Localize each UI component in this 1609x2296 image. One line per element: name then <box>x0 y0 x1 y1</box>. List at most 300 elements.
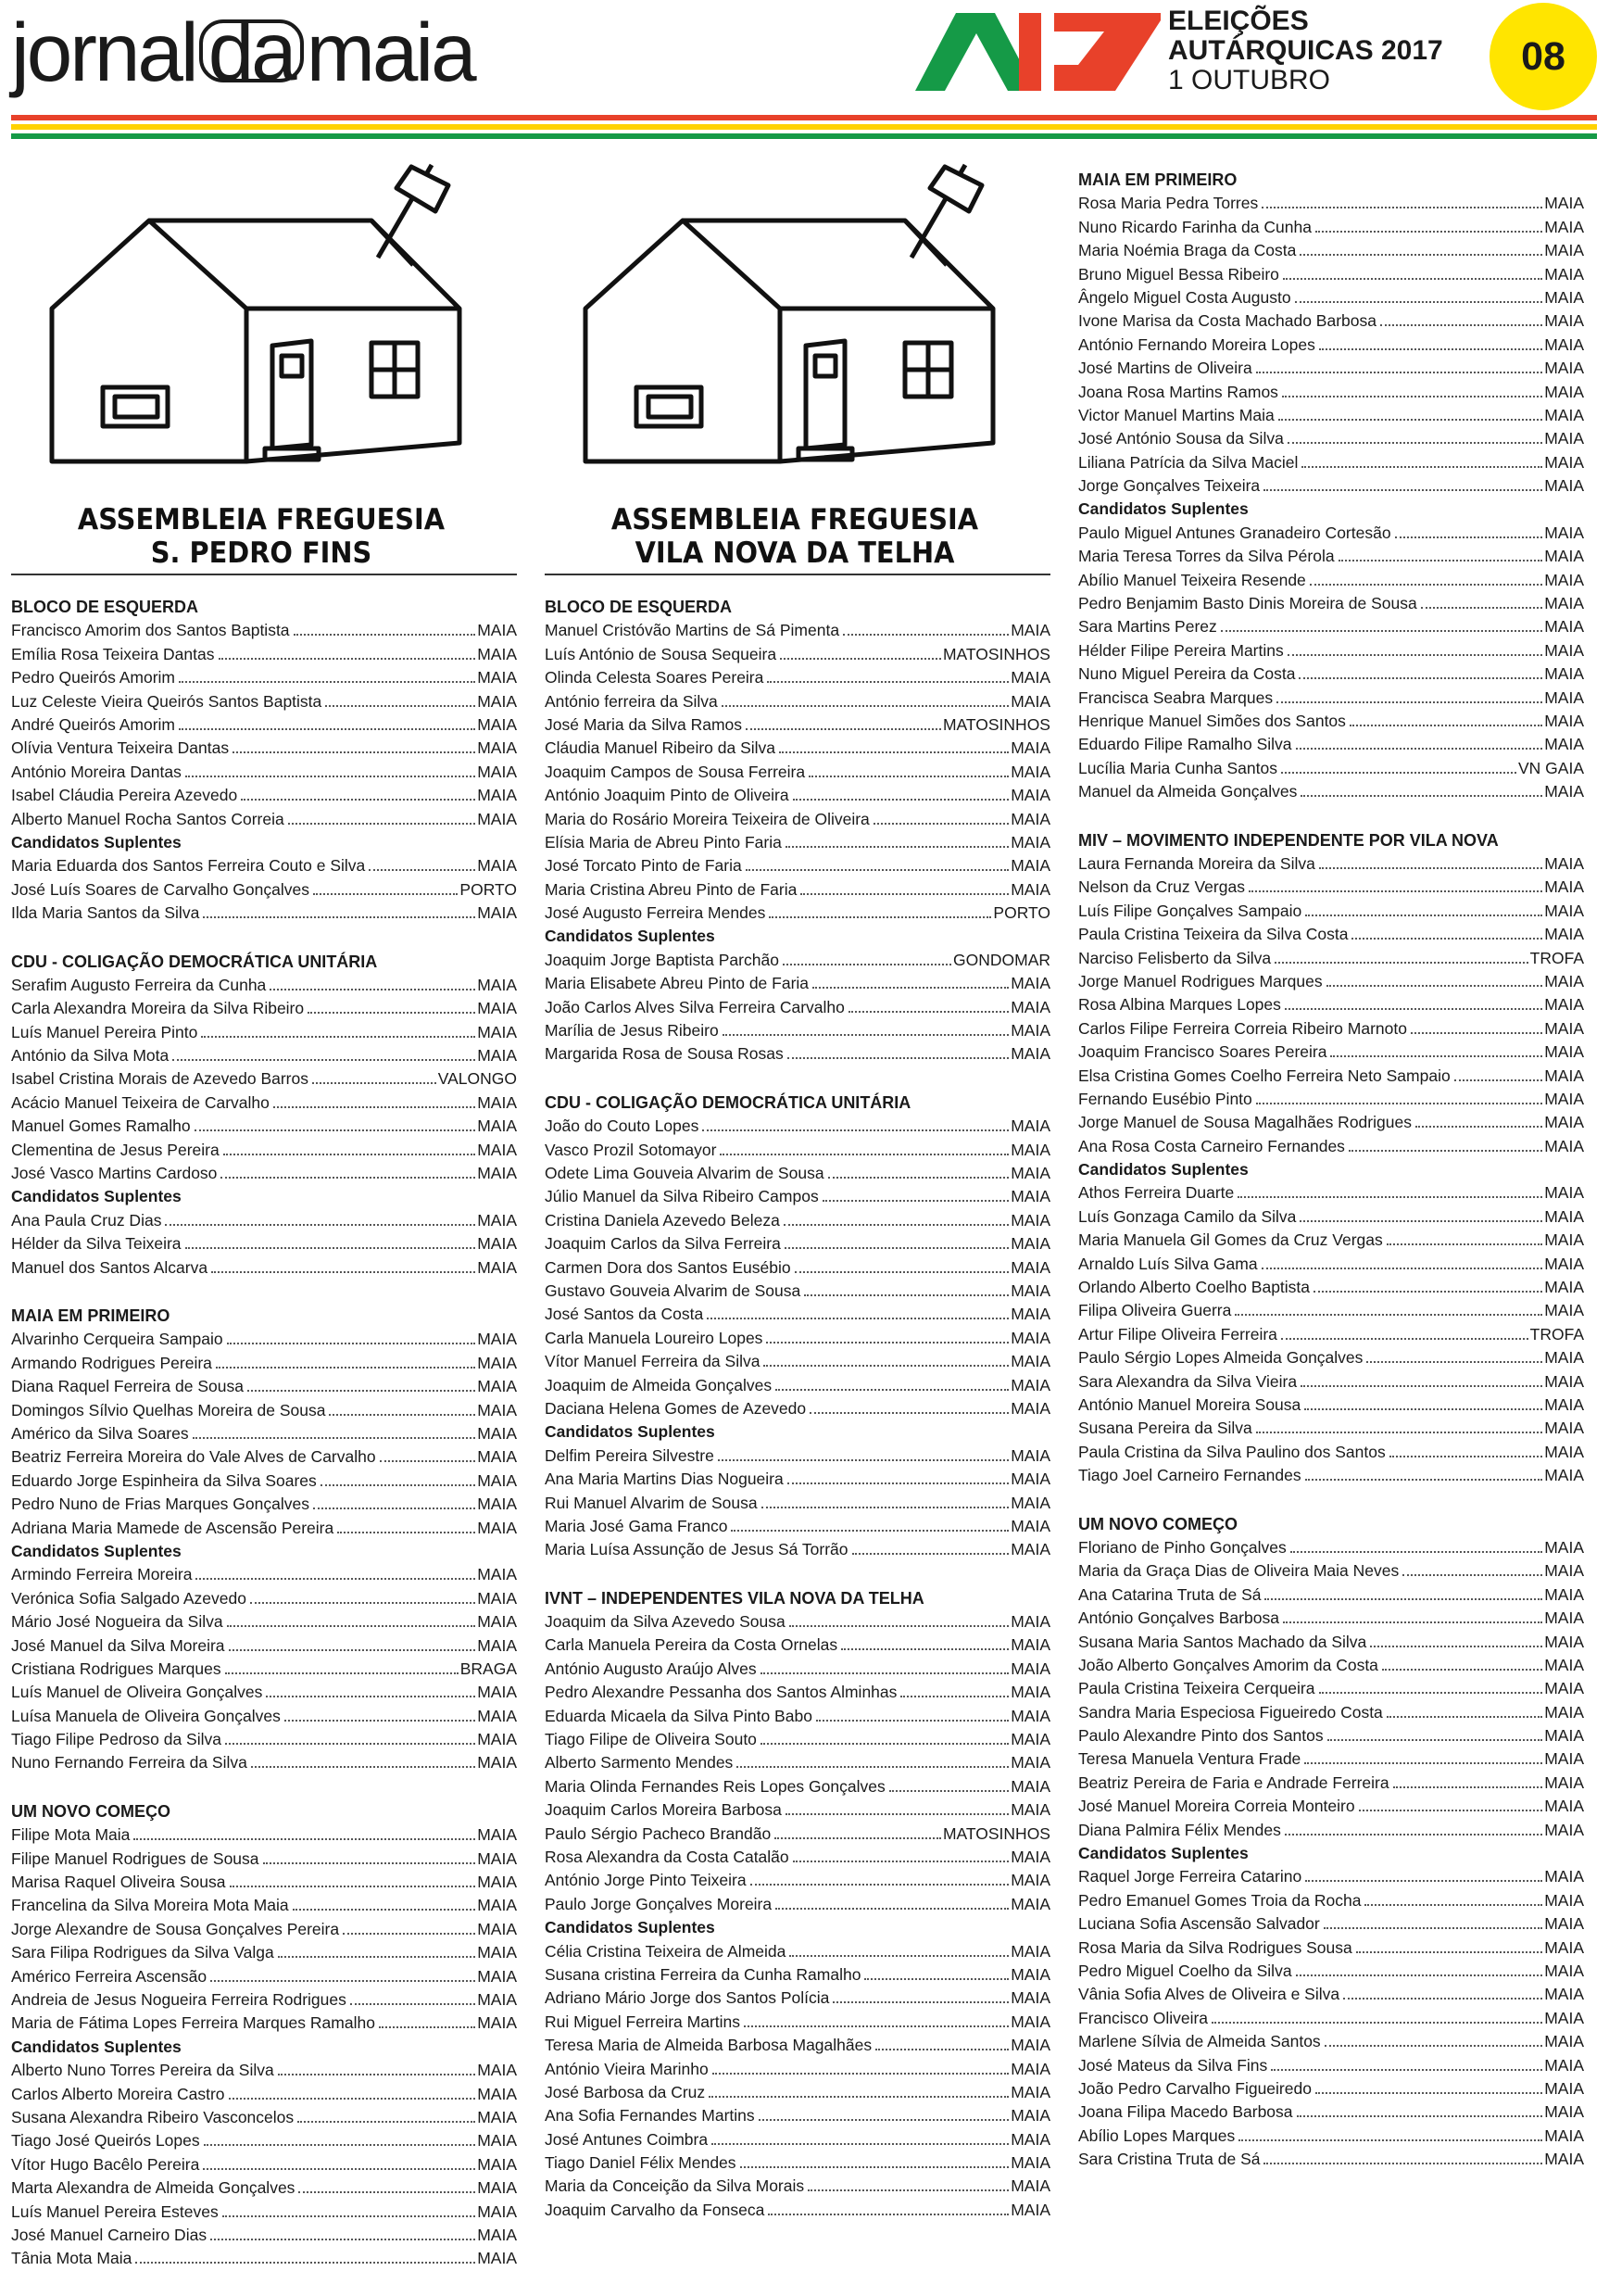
candidate-row <box>11 690 517 713</box>
candidate-name: Américo Ferreira Ascensão <box>11 1966 207 1986</box>
candidate-location: MAIA <box>477 2013 517 2033</box>
candidate-name: Luciana Sofia Ascensão Salvador <box>1078 1914 1320 1934</box>
candidate-name: Maria Noémia Braga da Costa <box>1078 241 1297 260</box>
candidate-name: Abílio Manuel Teixeira Resende <box>1078 570 1306 589</box>
candidate-row <box>11 1493 517 1516</box>
candidate-row <box>11 1162 517 1185</box>
candidate-row <box>545 1350 1050 1373</box>
candidate-name: Marília de Jesus Ribeiro <box>545 1021 719 1041</box>
candidate-name: João Pedro Carvalho Figueiredo <box>1078 2078 1312 2098</box>
dot-leader <box>889 1790 1010 1792</box>
substitutes-label: Candidatos Suplentes <box>11 2037 182 2056</box>
candidate-name: Pedro Miguel Coelho da Silva <box>1078 1962 1292 1980</box>
dot-leader <box>210 1980 475 1982</box>
candidate-location: MAIA <box>1011 1470 1050 1489</box>
candidate-row <box>11 1610 517 1634</box>
substitutes-label: Candidatos Suplentes <box>11 1541 182 1560</box>
candidate-row <box>1078 239 1584 262</box>
candidate-name: Carla Manuela Pereira da Costa Ornelas <box>545 1635 838 1655</box>
candidate-row <box>1078 334 1584 357</box>
candidate-location: MAIA <box>477 1046 517 1066</box>
dot-leader <box>816 1720 1009 1722</box>
candidate-name: Alberto Manuel Rocha Santos Correia <box>11 809 284 828</box>
candidate-row <box>545 1303 1050 1326</box>
party-list <box>1078 169 1584 804</box>
candidate-row <box>11 1658 517 1681</box>
candidate-row <box>1078 2054 1584 2077</box>
dot-leader <box>1296 748 1543 750</box>
candidate-location: MAIA <box>1544 995 1584 1015</box>
substitutes-label: Candidatos Suplentes <box>1078 1844 1249 1863</box>
candidate-location: MAIA <box>1011 1659 1050 1678</box>
dot-leader <box>185 1247 476 1249</box>
candidate-row <box>11 761 517 784</box>
candidate-location: MAIA <box>1011 2012 1050 2031</box>
candidate-name: Vânia Sofia Alves de Oliveira e Silva <box>1078 1985 1340 2004</box>
candidate-name: Cláudia Manuel Ribeiro da Silva <box>545 738 776 758</box>
substitutes-label: Candidatos Suplentes <box>1078 1160 1249 1180</box>
candidate-name: Maria da Conceição da Silva Morais <box>545 2176 805 2196</box>
candidate-row <box>1078 900 1584 923</box>
candidate-location: MAIA <box>1544 1419 1584 1438</box>
candidate-row <box>11 1517 517 1540</box>
candidate-location: BRAGA <box>459 1659 517 1678</box>
candidate-name: Tiago Daniel Félix Mendes <box>545 2153 736 2173</box>
candidate-location: MAIA <box>1544 1371 1584 1391</box>
candidate-name: António Manuel Moreira Sousa <box>1078 1394 1301 1414</box>
candidate-name: Luísa Manuela de Oliveira Gonçalves <box>11 1706 281 1725</box>
candidate-row <box>1078 592 1584 615</box>
dot-leader <box>761 1672 1010 1674</box>
candidate-location: MAIA <box>1544 1301 1584 1320</box>
candidate-row <box>11 1728 517 1751</box>
candidate-row <box>1078 1772 1584 1795</box>
dot-leader <box>195 1578 475 1580</box>
dot-leader <box>1301 795 1542 797</box>
candidate-name: Cristiana Rodrigues Marques <box>11 1659 221 1678</box>
candidate-location: MATOSINHOS <box>942 1823 1050 1843</box>
dot-leader <box>1285 1834 1542 1836</box>
candidate-location: MAIA <box>1011 762 1050 781</box>
candidate-row <box>11 1871 517 1894</box>
candidate-row <box>545 1775 1050 1798</box>
candidate-name: Luís António de Sousa Sequeira <box>545 644 777 663</box>
candidate-row <box>1078 1724 1584 1747</box>
candidate-row <box>11 2224 517 2247</box>
candidate-location: MAIA <box>1011 2082 1050 2101</box>
candidate-name: Eduardo Jorge Espinheira da Silva Soares <box>11 1470 317 1490</box>
candidate-name: António Jorge Pinto Teixeira <box>545 1871 747 1890</box>
candidate-name: Eduardo Filipe Ramalho Silva <box>1078 735 1292 754</box>
candidate-name: Joaquim Carlos da Silva Ferreira <box>545 1234 781 1254</box>
dot-leader <box>1370 1646 1542 1647</box>
dot-leader <box>1421 607 1542 609</box>
candidate-name: Luís Manuel de Oliveira Gonçalves <box>11 1683 263 1702</box>
candidate-row <box>1078 2077 1584 2100</box>
candidate-location: MAIA <box>477 1873 517 1892</box>
candidate-row <box>11 2201 517 2224</box>
candidate-row <box>1078 1559 1584 1583</box>
candidate-name: Manuel dos Santos Alcarva <box>11 1257 208 1277</box>
candidate-name: Paulo Miguel Antunes Granadeiro Cortesão <box>1078 523 1391 542</box>
candidate-row <box>545 1492 1050 1515</box>
dot-leader <box>833 2001 1009 2003</box>
candidate-name: Marlene Sílvia de Almeida Santos <box>1078 2032 1321 2051</box>
dot-leader <box>810 1412 1009 1414</box>
candidate-name: Domingos Sílvio Quelhas Moreira de Sousa <box>11 1400 326 1419</box>
candidate-location: MAIA <box>1544 901 1584 920</box>
candidate-name: Joaquim Campos de Sousa Ferreira <box>545 762 806 781</box>
dot-leader <box>780 658 941 660</box>
candidate-name: José Torcato Pinto de Faria <box>545 856 742 876</box>
candidate-name: José António Sousa da Silva <box>1078 429 1284 448</box>
candidate-name: Lucília Maria Cunha Santos <box>1078 758 1277 777</box>
candidate-row <box>1078 1299 1584 1322</box>
candidate-row <box>545 1751 1050 1774</box>
dot-leader <box>294 634 476 636</box>
dot-leader <box>225 1743 475 1745</box>
candidate-location: MAIA <box>1011 1894 1050 1913</box>
candidate-name: Elísia Maria de Abreu Pinto Faria <box>545 832 782 852</box>
candidate-location: MAIA <box>477 1140 517 1159</box>
dot-leader <box>785 1247 1009 1249</box>
candidate-location: MAIA <box>1544 1561 1584 1581</box>
candidate-row <box>11 902 517 925</box>
dot-leader <box>809 776 1009 777</box>
dot-leader <box>227 1343 476 1344</box>
candidate-location: MAIA <box>1011 2036 1050 2055</box>
candidate-row <box>545 1869 1050 1892</box>
candidate-location: MAIA <box>477 1635 517 1655</box>
candidate-row <box>11 2083 517 2106</box>
dot-leader <box>1300 254 1542 256</box>
candidate-row <box>1078 1983 1584 2006</box>
candidate-name: Luís Gonzaga Camilo da Silva <box>1078 1206 1297 1226</box>
candidate-row <box>11 997 517 1020</box>
candidate-name: José Vasco Martins Cardoso <box>11 1164 218 1183</box>
candidate-row <box>545 1444 1050 1468</box>
dot-leader <box>203 2168 475 2170</box>
dot-leader <box>852 1553 1010 1555</box>
dot-leader <box>800 893 1009 895</box>
dot-leader <box>230 1886 476 1887</box>
candidate-row <box>545 1963 1050 1987</box>
candidate-row <box>11 2247 517 2270</box>
candidate-location: MAIA <box>1011 856 1050 876</box>
candidate-name: Maria Olinda Fernandes Reis Lopes Gonçalves <box>545 1776 886 1796</box>
dot-leader <box>337 1532 475 1533</box>
candidate-name: Athos Ferreira Duarte <box>1078 1183 1235 1203</box>
dot-leader <box>220 1177 475 1179</box>
candidate-location: MAIA <box>477 1092 517 1112</box>
candidate-location: MAIA <box>1544 334 1584 354</box>
candidate-location: MAIA <box>477 1400 517 1419</box>
candidate-name: Ivone Marisa da Costa Machado Barbosa <box>1078 311 1376 331</box>
dot-leader <box>786 1813 1009 1815</box>
dot-leader <box>1278 419 1543 421</box>
dot-leader <box>1315 231 1542 233</box>
candidate-location: MAIA <box>477 668 517 688</box>
newspaper-logo[interactable] <box>11 6 474 98</box>
dot-leader <box>774 1837 941 1839</box>
candidate-row <box>1078 1370 1584 1394</box>
dot-leader <box>1454 1079 1543 1081</box>
candidate-name: Rosa Albina Marques Lopes <box>1078 995 1281 1015</box>
candidate-location: MAIA <box>1011 1021 1050 1041</box>
candidate-location: MAIA <box>1011 1871 1050 1890</box>
candidate-row <box>1078 1747 1584 1771</box>
candidate-location: VN GAIA <box>1518 758 1584 777</box>
dot-leader <box>210 2239 475 2240</box>
dot-leader <box>1300 1220 1542 1222</box>
candidate-location: MAIA <box>1011 1848 1050 1866</box>
dot-leader <box>767 681 1009 683</box>
candidate-name: Isabel Cláudia Pereira Azevedo <box>11 786 238 805</box>
candidate-name: André Queirós Amorim <box>11 714 176 734</box>
candidate-name: Sara Martins Perez <box>1078 617 1217 637</box>
candidate-name: José Mateus da Silva Fins <box>1078 2055 1268 2075</box>
candidate-name: Rosa Alexandra da Costa Catalão <box>545 1848 789 1866</box>
party-list <box>11 1305 517 1775</box>
dot-leader <box>284 1720 475 1722</box>
candidate-row <box>545 1610 1050 1634</box>
candidate-row <box>545 2151 1050 2175</box>
candidate-location: MAIA <box>477 1966 517 1986</box>
candidate-name: José Manuel Moreira Correia Monteiro <box>1078 1797 1355 1816</box>
dot-leader <box>1393 1786 1543 1788</box>
assembly-title-line1: ASSEMBLEIA FREGUESIA <box>610 503 979 536</box>
dot-leader <box>769 916 991 918</box>
candidate-row <box>11 1751 517 1774</box>
dot-leader <box>900 1696 1009 1697</box>
candidate-row <box>1078 1441 1584 1464</box>
candidate-location: MAIA <box>1544 688 1584 707</box>
candidate-row <box>11 1044 517 1067</box>
candidate-name: Sandra Maria Especiosa Figueiredo Costa <box>1078 1702 1383 1722</box>
candidate-row <box>1078 1912 1584 1936</box>
candidate-location: MAIA <box>1544 1820 1584 1839</box>
candidate-row <box>545 831 1050 854</box>
candidate-row <box>1078 404 1584 427</box>
candidate-row <box>1078 1889 1584 1912</box>
candidate-location: MAIA <box>1544 194 1584 213</box>
candidate-row <box>545 643 1050 666</box>
autarquicas-17-logo-icon <box>915 13 1161 91</box>
candidate-row <box>1078 1323 1584 1346</box>
candidate-row <box>1078 710 1584 733</box>
substitutes-label: Candidatos Suplentes <box>545 927 715 946</box>
dot-leader <box>1264 1598 1542 1600</box>
candidate-location: MAIA <box>1011 2106 1050 2126</box>
candidate-location: MAIA <box>1544 1772 1584 1792</box>
candidate-location: MAIA <box>1544 1608 1584 1628</box>
candidate-location: MAIA <box>1544 853 1584 873</box>
dot-leader <box>744 2025 1009 2027</box>
candidate-row <box>1078 615 1584 638</box>
candidate-row <box>1078 1677 1584 1700</box>
candidate-location: MAIA <box>1544 971 1584 990</box>
candidate-location: MAIA <box>1544 264 1584 284</box>
dot-leader <box>787 1482 1009 1484</box>
candidate-name: Carla Manuela Loureiro Lopes <box>545 1328 763 1347</box>
party-list <box>545 1091 1050 1562</box>
candidate-row <box>545 1185 1050 1208</box>
candidate-name: Carla Alexandra Moreira da Silva Ribeiro <box>11 999 305 1018</box>
party-list <box>1078 1513 1584 2172</box>
dot-leader <box>278 2074 475 2075</box>
candidate-name: José Santos da Costa <box>545 1305 704 1324</box>
candidate-row <box>1078 1253 1584 1276</box>
candidate-row <box>1078 1065 1584 1088</box>
candidate-name: Tiago Filipe Pedroso da Silva <box>11 1730 221 1749</box>
dot-leader <box>1326 985 1543 987</box>
dot-leader <box>211 1271 475 1273</box>
candidate-location: TROFA <box>1529 1324 1584 1344</box>
dot-leader <box>723 1034 1009 1036</box>
candidate-location: MAIA <box>1011 1964 1050 1984</box>
dot-leader <box>135 2262 475 2264</box>
candidate-name: Acácio Manuel Teixeira de Carvalho <box>11 1092 270 1112</box>
candidate-name: Sara Alexandra da Silva Vieira <box>1078 1371 1298 1391</box>
assembly-title-line2: S. PEDRO FINS <box>150 536 372 570</box>
dot-leader <box>1282 396 1542 397</box>
candidate-location: MAIA <box>1544 1985 1584 2004</box>
candidate-location: MAIA <box>477 1683 517 1702</box>
substitutes-label: Candidatos Suplentes <box>545 1918 715 1937</box>
dot-leader <box>1339 560 1543 561</box>
candidate-name: Sara Filipa Rodrigues da Silva Valga <box>11 1943 274 1962</box>
candidate-name: Alvarinho Cerqueira Sampaio <box>11 1330 223 1349</box>
candidate-name: Victor Manuel Martins Maia <box>1078 405 1275 424</box>
candidate-location: MAIA <box>477 1588 517 1608</box>
candidate-name: Tânia Mota Maia <box>11 2249 132 2268</box>
candidate-location: MAIA <box>477 1116 517 1136</box>
candidate-location: MAIA <box>1011 1753 1050 1772</box>
dot-leader <box>1319 348 1542 350</box>
candidate-row <box>11 1681 517 1704</box>
dot-leader <box>1387 1716 1542 1718</box>
candidate-row <box>11 713 517 737</box>
party-title: CDU - COLIGAÇÃO DEMOCRÁTICA UNITÁRIA <box>11 952 378 971</box>
candidate-location: MAIA <box>477 2107 517 2126</box>
candidate-row <box>545 808 1050 831</box>
dot-leader <box>761 1507 1010 1508</box>
candidate-location: MAIA <box>1011 1398 1050 1418</box>
dot-leader <box>1256 1432 1542 1433</box>
candidate-location: MAIA <box>1011 1776 1050 1796</box>
candidate-location: MAIA <box>1544 1230 1584 1250</box>
dot-leader <box>761 1743 1009 1745</box>
candidate-location: MAIA <box>1544 2150 1584 2169</box>
candidate-location: MAIA <box>1011 1234 1050 1254</box>
candidate-name: Luís Filipe Gonçalves Sampaio <box>1078 901 1302 920</box>
candidate-name: Emília Rosa Teixeira Dantas <box>11 644 215 663</box>
candidate-name: Teresa Manuela Ventura Frade <box>1078 1749 1301 1769</box>
candidate-location: MAIA <box>1544 1018 1584 1038</box>
header-color-stripes <box>11 115 1597 143</box>
dot-leader <box>1356 1951 1542 1953</box>
candidate-location: MAIA <box>1544 382 1584 401</box>
candidate-row <box>1078 1795 1584 1818</box>
candidate-row <box>545 2199 1050 2222</box>
dot-leader <box>775 1908 1009 1910</box>
candidate-name: Susana Alexandra Ribeiro Vasconcelos <box>11 2107 295 2126</box>
candidate-location: MAIA <box>1544 1937 1584 1957</box>
candidate-location: MAIA <box>1011 1988 1050 2008</box>
candidate-location: MAIA <box>1544 287 1584 307</box>
candidate-name: Henrique Manuel Simões dos Santos <box>1078 712 1346 731</box>
candidate-name: Francelina da Silva Moreira Mota Maia <box>11 1896 289 1915</box>
dot-leader <box>786 846 1009 848</box>
candidate-location: MAIA <box>477 2178 517 2198</box>
candidate-row <box>1078 474 1584 498</box>
candidate-location: MAIA <box>477 2084 517 2103</box>
candidate-row <box>545 996 1050 1019</box>
candidate-row <box>1078 1417 1584 1440</box>
candidate-location: MAIA <box>477 1495 517 1514</box>
candidate-row <box>545 1139 1050 1162</box>
dot-leader <box>1304 1408 1542 1410</box>
dot-leader <box>1402 1574 1542 1576</box>
candidate-location: MATOSINHOS <box>942 714 1050 734</box>
candidate-row <box>1078 1111 1584 1134</box>
candidate-name: Joana Rosa Martins Ramos <box>1078 382 1278 401</box>
candidate-row <box>11 784 517 807</box>
dot-leader <box>1275 962 1528 964</box>
dot-leader <box>1382 1669 1542 1671</box>
polling-house-illustration-icon <box>43 165 517 503</box>
dot-leader <box>380 1460 476 1462</box>
candidate-row <box>11 1823 517 1847</box>
candidate-row <box>1078 1701 1584 1724</box>
candidate-row <box>11 1209 517 1232</box>
candidate-name: José Antunes Coimbra <box>545 2129 709 2149</box>
candidate-row <box>1078 1276 1584 1299</box>
party-list <box>545 1587 1050 2223</box>
dot-leader <box>718 1459 1009 1461</box>
dot-leader <box>823 1200 1010 1202</box>
dot-leader <box>313 893 458 895</box>
candidate-name: Nuno Ricardo Farinha da Cunha <box>1078 217 1312 236</box>
dot-leader <box>233 751 475 753</box>
candidate-row <box>1078 569 1584 592</box>
candidate-name: Gustavo Gouveia Alvarim de Sousa <box>545 1280 801 1300</box>
party-title: BLOCO DE ESQUERDA <box>545 598 733 616</box>
candidate-row <box>1078 1041 1584 1064</box>
dot-leader <box>312 1082 436 1084</box>
dot-leader <box>1351 938 1542 940</box>
candidate-location: MAIA <box>1011 1493 1050 1512</box>
candidate-row <box>11 1328 517 1351</box>
candidate-name: Nelson da Cruz Vergas <box>1078 877 1245 897</box>
candidate-location: MAIA <box>1544 311 1584 331</box>
dot-leader <box>1343 1998 1542 2000</box>
candidate-location: MAIA <box>477 644 517 663</box>
dot-leader <box>369 869 475 871</box>
candidate-location: MAIA <box>1011 1635 1050 1655</box>
candidate-location: MAIA <box>1011 2129 1050 2149</box>
dot-leader <box>1350 725 1542 726</box>
dot-leader <box>1305 915 1542 916</box>
candidate-name: Pedro Queirós Amorim <box>11 668 176 688</box>
candidate-name: Hélder Filipe Pereira Martins <box>1078 640 1284 660</box>
candidate-location: PORTO <box>459 879 517 899</box>
candidate-row <box>545 1681 1050 1704</box>
candidate-location: MAIA <box>1544 2055 1584 2075</box>
candidate-name: Filipe Mota Maia <box>11 1825 131 1845</box>
candidate-row <box>545 2058 1050 2081</box>
candidate-location: MAIA <box>1011 1375 1050 1394</box>
